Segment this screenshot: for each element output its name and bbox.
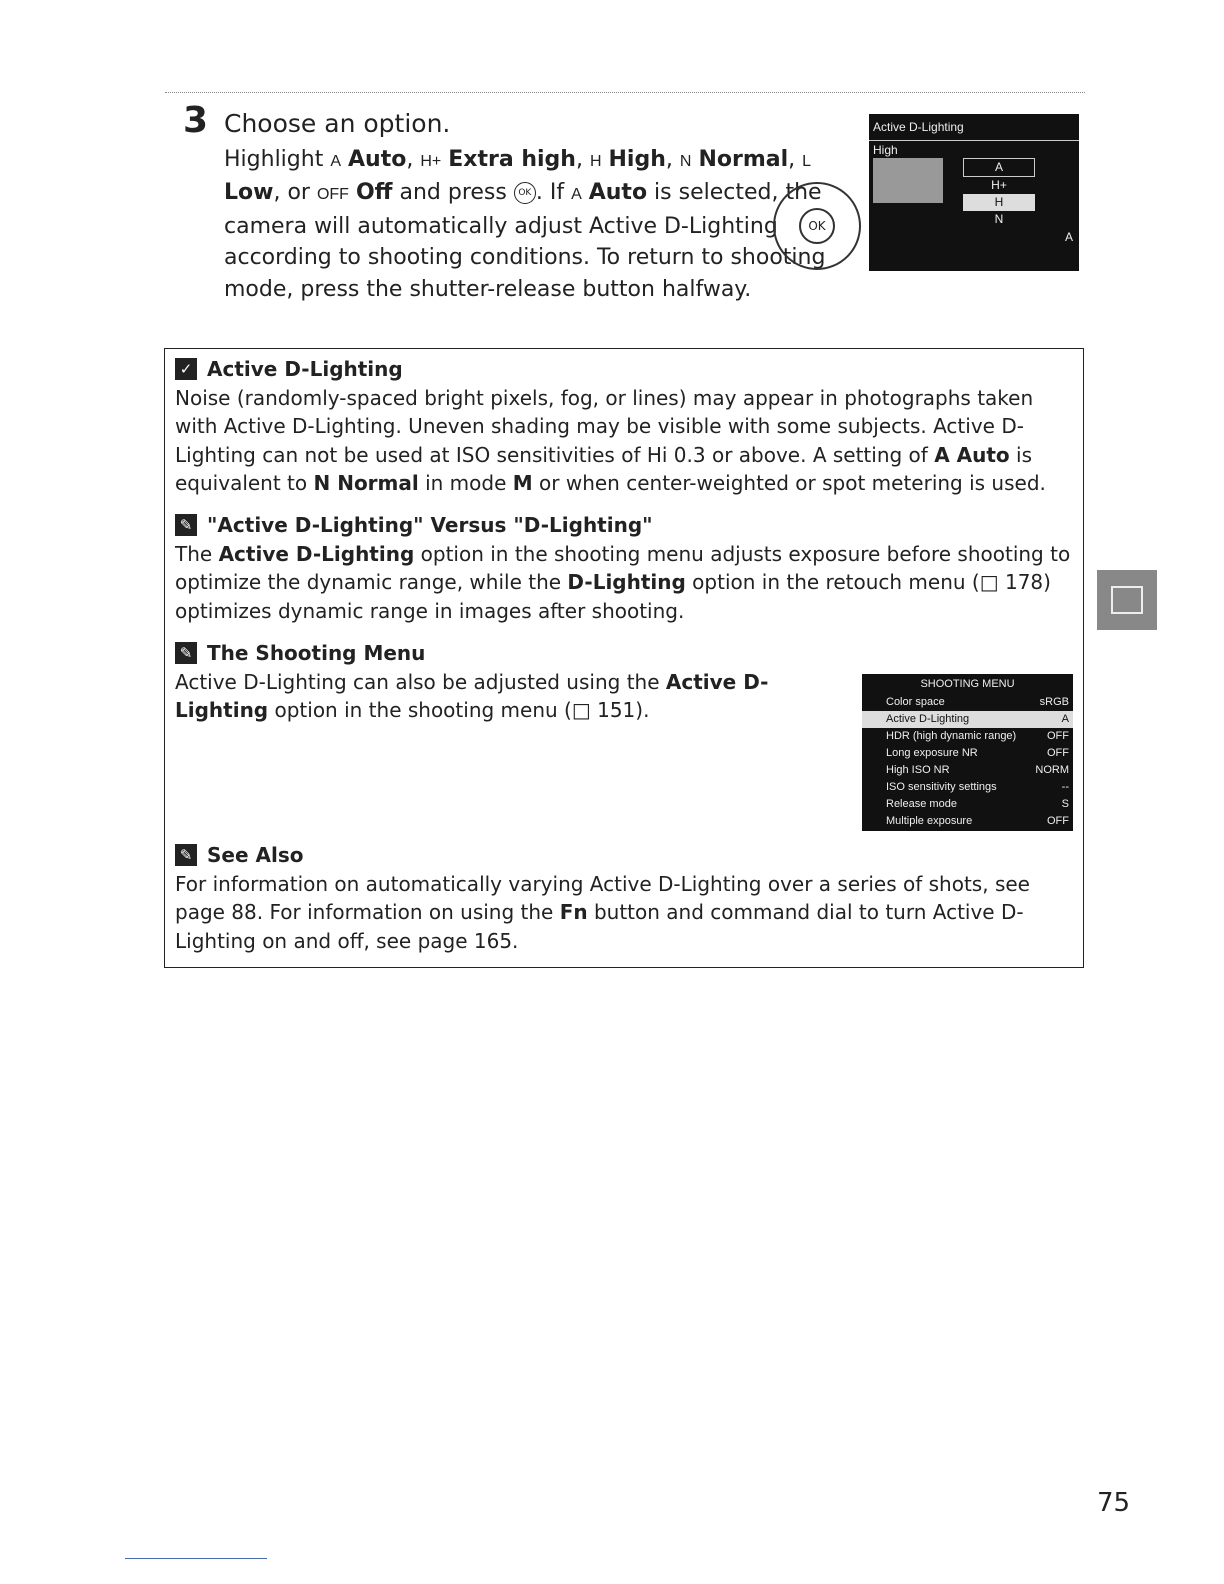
text: The (175, 541, 219, 566)
note-see-also (175, 841, 1075, 955)
adl-auto-symbol: A (571, 186, 582, 203)
lcd-current: High (873, 143, 898, 157)
text: is equivalent to (175, 442, 1032, 495)
menu-item-value: -- (1061, 781, 1069, 793)
adl-low-symbol: L (802, 152, 812, 170)
text: option in the shooting menu (□ 151). (268, 698, 650, 722)
text: Active D-Lighting can also be adjusted using the (175, 669, 666, 694)
menu-item (862, 779, 1073, 796)
menu-item-label: High ISO NR (886, 764, 950, 776)
option: H+ (991, 178, 1007, 192)
note-title: Active D-Lighting (207, 357, 403, 381)
text: option in the retouch menu (□ 178) optimizes dynamic range in images after shooting. (175, 570, 1051, 623)
menu-item-value: OFF (1047, 815, 1069, 827)
menu-item-label: ISO sensitivity settings (886, 781, 997, 793)
note-title: See Also (207, 843, 304, 867)
note-versus (175, 511, 1075, 625)
check-icon: ✓ (175, 358, 197, 380)
off-symbol: OFF (316, 186, 349, 203)
text: , (406, 146, 421, 172)
option: A (963, 158, 1035, 177)
text: M (512, 471, 533, 495)
text: Low (224, 180, 274, 205)
step-number: 3 (183, 100, 209, 141)
text: Auto (588, 180, 648, 205)
lcd-footer: A (1064, 230, 1073, 244)
text: , (788, 146, 803, 172)
pencil-icon: ✎ (175, 642, 197, 664)
lcd-shooting-menu (862, 674, 1073, 831)
lcd-title: SHOOTING MENU (920, 678, 1015, 690)
menu-item (862, 796, 1073, 813)
text: For information on automatically varying Active D-Lighting over a series of shots, see page 88. For information on using the (175, 871, 1030, 924)
menu-item (862, 694, 1073, 711)
pencil-icon: ✎ (175, 844, 197, 866)
step-3 (224, 108, 864, 305)
text: Active D-Lighting (218, 541, 415, 566)
text: D-Lighting (567, 570, 686, 594)
text: Off (355, 180, 393, 205)
menu-item-value: sRGB (1039, 696, 1069, 708)
menu-item-label: Multiple exposure (886, 815, 973, 827)
text: . If (535, 180, 572, 205)
divider (165, 92, 1085, 93)
adl-high-symbol: H (589, 152, 602, 170)
menu-item (862, 711, 1073, 728)
text: Auto (348, 146, 407, 172)
menu-item-label: Color space (886, 696, 945, 708)
note-title: "Active D-Lighting" Versus "D-Lighting" (207, 513, 653, 537)
adl-normal-symbol: N (679, 152, 692, 170)
menu-item-label: Active D-Lighting (886, 713, 970, 725)
adl-auto-symbol: A (330, 152, 341, 170)
step-title: Choose an option. (224, 109, 451, 138)
note-title: The Shooting Menu (207, 641, 426, 665)
text: Normal (698, 146, 789, 172)
text: Highlight (224, 146, 331, 172)
menu-item (862, 728, 1073, 745)
text: or when center-weighted or spot metering is used. (532, 471, 1046, 495)
lcd-active-d-lighting (869, 114, 1079, 271)
menu-item-value: OFF (1047, 747, 1069, 759)
menu-item-label: HDR (high dynamic range) (886, 730, 1017, 742)
lcd-title: Active D-Lighting (869, 114, 1079, 141)
menu-item-value: OFF (1047, 730, 1069, 742)
option: N (994, 212, 1004, 226)
text: High (608, 146, 666, 172)
shooting-menu-tab-icon (1097, 570, 1157, 630)
text: , or (273, 180, 317, 205)
page-number: 75 (1097, 1488, 1131, 1518)
menu-item-value: NORM (1035, 764, 1069, 776)
option-selected: H (963, 194, 1035, 211)
note-active-d-lighting (175, 355, 1075, 498)
text: Fn (559, 900, 588, 924)
text: , (575, 146, 590, 172)
pencil-icon: ✎ (175, 514, 197, 536)
multi-selector-icon (773, 182, 861, 270)
text: button and command dial to turn Active D-Lighting on and off, see page 165. (175, 900, 1024, 953)
footer-line (125, 1558, 267, 1559)
text: is selected, the camera will automatically adjust Active D-Lighting according to shooting conditions. To return to shooting mode, press the shutter-release button halfway. (224, 180, 826, 302)
text: and press (392, 180, 514, 205)
notes-box (164, 348, 1084, 968)
menu-item-label: Long exposure NR (886, 747, 978, 759)
note-shooting-menu (175, 639, 845, 725)
text: option in the shooting menu adjusts exposure before shooting to optimize the dynamic range, while the (175, 541, 1071, 594)
text: , (665, 146, 680, 172)
text: Active D-Lighting (175, 669, 769, 722)
text: A Auto (934, 442, 1010, 467)
text: Noise (randomly-spaced bright pixels, fog, or lines) may appear in photographs taken with Active D-Lighting. Uneven shading may be visible with some subjects. Active D-Lighting can not be used at ISO sensitivities of Hi 0.3 or above. A setting of (175, 385, 1034, 467)
text: Extra high (448, 146, 576, 172)
ok-icon: OK (799, 208, 835, 244)
menu-item-value: S (1061, 798, 1069, 810)
menu-item (862, 813, 1073, 830)
preview-image (873, 158, 943, 203)
adl-extra-high-symbol: H+ (420, 152, 442, 170)
menu-item-label: Release mode (886, 798, 957, 810)
ok-button-icon: OK (514, 182, 536, 204)
menu-item (862, 762, 1073, 779)
menu-item (862, 745, 1073, 762)
text: in mode (418, 471, 513, 495)
menu-item-value: A (1061, 713, 1069, 725)
text: N Normal (313, 471, 419, 495)
